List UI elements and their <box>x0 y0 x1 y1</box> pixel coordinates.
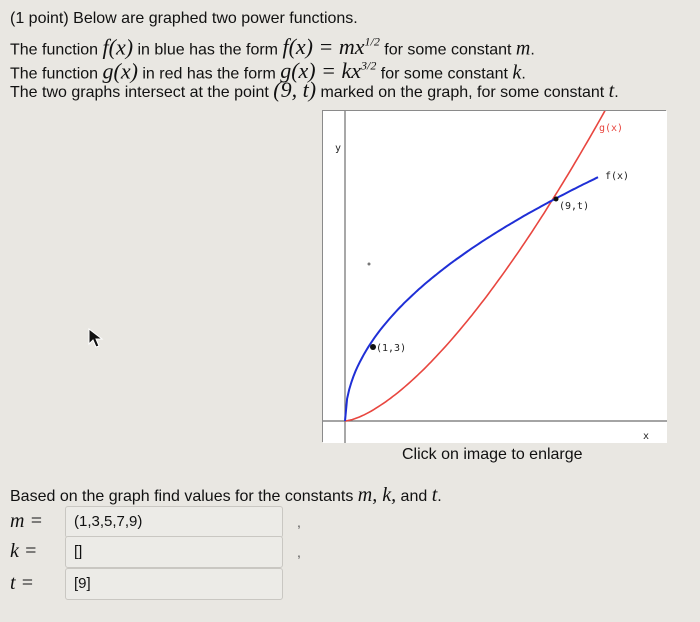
text-segment: for some constant <box>379 41 516 59</box>
math-g: g(x) <box>102 58 138 84</box>
math-f-exponent: 1/2 <box>364 35 380 49</box>
point-9-t-marker <box>554 197 559 202</box>
problem-line-1 <box>10 8 358 30</box>
math-g-exponent: 3/2 <box>361 59 377 73</box>
math-t: t <box>608 80 615 102</box>
math-m: m <box>515 37 531 60</box>
problem-line-4 <box>10 79 619 104</box>
f-label: f(x) <box>605 171 630 182</box>
text-segment: in red has the form <box>137 65 281 83</box>
x-axis-label: x <box>643 431 650 442</box>
answer-input-m[interactable]: (1,3,5,7,9) <box>65 506 283 538</box>
answer-input-k[interactable]: [] <box>65 536 283 568</box>
graph-background <box>323 111 667 443</box>
text-segment: . <box>521 65 526 83</box>
question-end: . <box>437 488 442 505</box>
text-segment: The function <box>10 41 103 59</box>
answer-input-t[interactable]: [9] <box>65 568 283 600</box>
math-f: f(x) <box>102 34 134 60</box>
math-k: k <box>512 61 522 84</box>
mouse-cursor-icon <box>88 328 104 348</box>
text-segment: . <box>530 41 535 59</box>
g-label: g(x) <box>599 123 624 134</box>
text-segment: The function <box>10 65 103 83</box>
question-t: t <box>431 484 438 506</box>
text-segment: . <box>614 84 619 101</box>
stray-dot <box>368 263 371 266</box>
text-segment: The two graphs intersect at the point <box>10 84 274 101</box>
question-line <box>10 484 442 507</box>
point-1-3-label: (1,3) <box>376 343 407 354</box>
question-and: and <box>396 488 432 505</box>
text-segment: for some constant <box>376 65 513 83</box>
separator-comma: , <box>297 514 301 530</box>
text-segment: marked on the graph, for some constant <box>316 84 609 101</box>
point-9-t-label: (9,t) <box>559 201 590 212</box>
question-text: Based on the graph find values for the constants <box>10 488 358 505</box>
graph-svg <box>323 111 667 443</box>
answer-label-t: t = <box>10 572 35 594</box>
text-segment: in blue has the form <box>133 41 283 59</box>
enlarge-image-link[interactable]: Click on image to enlarge <box>402 446 583 463</box>
math-g-form-base: g(x) = kx <box>280 58 362 84</box>
answer-label-k: k = <box>10 540 38 562</box>
y-axis-label: y <box>335 143 342 154</box>
separator-comma: , <box>297 544 301 560</box>
math-point: (9, t) <box>273 77 317 102</box>
answer-label-m: m = <box>10 510 43 532</box>
problem-intro-text: (1 point) Below are graphed two power functions. <box>10 10 358 27</box>
graph-image[interactable] <box>322 110 666 442</box>
question-vars: m, k, <box>357 484 397 506</box>
math-f-form-base: f(x) = mx <box>282 34 365 60</box>
